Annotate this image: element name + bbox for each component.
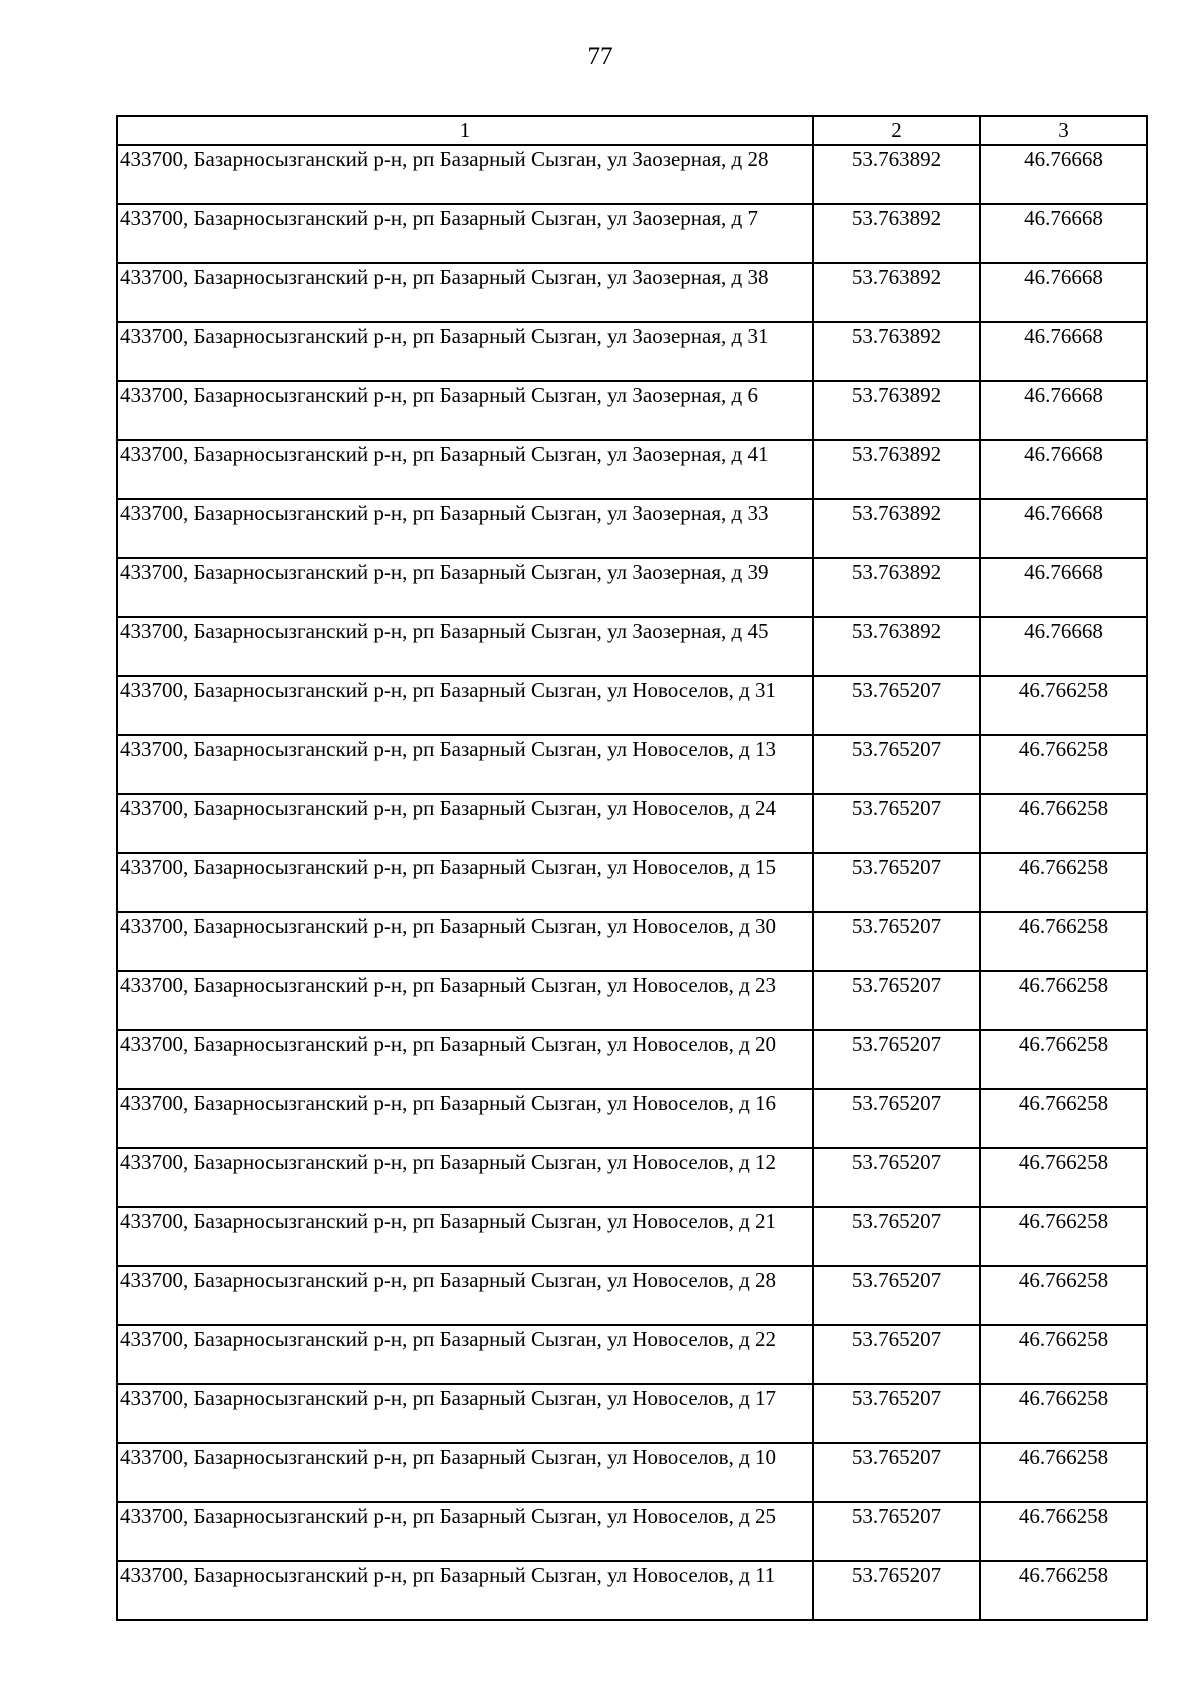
address-cell: 433700, Базарносызганский р-н, рп Базарный Сызган, ул Заозерная, д 6	[117, 381, 813, 440]
address-cell: 433700, Базарносызганский р-н, рп Базарный Сызган, ул Новоселов, д 23	[117, 971, 813, 1030]
latitude-cell: 53.765207	[813, 1443, 980, 1502]
longitude-cell: 46.766258	[980, 971, 1147, 1030]
longitude-cell: 46.766258	[980, 1207, 1147, 1266]
latitude-cell: 53.763892	[813, 440, 980, 499]
table-row	[117, 1561, 1147, 1620]
longitude-cell: 46.766258	[980, 1443, 1147, 1502]
table-row	[117, 204, 1147, 263]
address-cell: 433700, Базарносызганский р-н, рп Базарный Сызган, ул Заозерная, д 31	[117, 322, 813, 381]
longitude-cell: 46.766258	[980, 794, 1147, 853]
latitude-cell: 53.765207	[813, 676, 980, 735]
latitude-cell: 53.765207	[813, 1266, 980, 1325]
table-row	[117, 1443, 1147, 1502]
address-cell: 433700, Базарносызганский р-н, рп Базарный Сызган, ул Новоселов, д 31	[117, 676, 813, 735]
table-row	[117, 853, 1147, 912]
table-row	[117, 1502, 1147, 1561]
latitude-cell: 53.765207	[813, 853, 980, 912]
address-cell: 433700, Базарносызганский р-н, рп Базарный Сызган, ул Новоселов, д 30	[117, 912, 813, 971]
table-row	[117, 263, 1147, 322]
table-row	[117, 1030, 1147, 1089]
latitude-cell: 53.765207	[813, 1148, 980, 1207]
latitude-cell: 53.765207	[813, 1207, 980, 1266]
longitude-cell: 46.76668	[980, 204, 1147, 263]
column-header-longitude: 3	[980, 116, 1147, 145]
longitude-cell: 46.766258	[980, 1148, 1147, 1207]
address-cell: 433700, Базарносызганский р-н, рп Базарный Сызган, ул Заозерная, д 45	[117, 617, 813, 676]
address-cell: 433700, Базарносызганский р-н, рп Базарный Сызган, ул Заозерная, д 28	[117, 145, 813, 204]
latitude-cell: 53.765207	[813, 1384, 980, 1443]
address-cell: 433700, Базарносызганский р-н, рп Базарный Сызган, ул Новоселов, д 22	[117, 1325, 813, 1384]
latitude-cell: 53.765207	[813, 912, 980, 971]
latitude-cell: 53.763892	[813, 558, 980, 617]
longitude-cell: 46.766258	[980, 676, 1147, 735]
table-row	[117, 1325, 1147, 1384]
address-cell: 433700, Базарносызганский р-н, рп Базарный Сызган, ул Заозерная, д 7	[117, 204, 813, 263]
table-row	[117, 676, 1147, 735]
table-row	[117, 912, 1147, 971]
table-row	[117, 322, 1147, 381]
table-row	[117, 558, 1147, 617]
latitude-cell: 53.765207	[813, 971, 980, 1030]
address-cell: 433700, Базарносызганский р-н, рп Базарный Сызган, ул Новоселов, д 10	[117, 1443, 813, 1502]
address-cell: 433700, Базарносызганский р-н, рп Базарный Сызган, ул Новоселов, д 24	[117, 794, 813, 853]
address-cell: 433700, Базарносызганский р-н, рп Базарный Сызган, ул Новоселов, д 21	[117, 1207, 813, 1266]
table-row	[117, 971, 1147, 1030]
longitude-cell: 46.766258	[980, 735, 1147, 794]
address-cell: 433700, Базарносызганский р-н, рп Базарный Сызган, ул Новоселов, д 28	[117, 1266, 813, 1325]
latitude-cell: 53.765207	[813, 1561, 980, 1620]
address-cell: 433700, Базарносызганский р-н, рп Базарный Сызган, ул Новоселов, д 17	[117, 1384, 813, 1443]
table-row	[117, 499, 1147, 558]
longitude-cell: 46.76668	[980, 617, 1147, 676]
address-cell: 433700, Базарносызганский р-н, рп Базарный Сызган, ул Новоселов, д 25	[117, 1502, 813, 1561]
address-cell: 433700, Базарносызганский р-н, рп Базарный Сызган, ул Новоселов, д 16	[117, 1089, 813, 1148]
latitude-cell: 53.763892	[813, 499, 980, 558]
longitude-cell: 46.766258	[980, 1266, 1147, 1325]
table-row	[117, 1266, 1147, 1325]
table-row	[117, 617, 1147, 676]
longitude-cell: 46.766258	[980, 912, 1147, 971]
latitude-cell: 53.765207	[813, 794, 980, 853]
longitude-cell: 46.76668	[980, 322, 1147, 381]
address-coordinates-table	[116, 115, 1148, 1621]
table-row	[117, 735, 1147, 794]
latitude-cell: 53.763892	[813, 263, 980, 322]
table-row	[117, 794, 1147, 853]
table-header-row	[117, 116, 1147, 145]
page-number: 77	[587, 43, 613, 70]
address-cell: 433700, Базарносызганский р-н, рп Базарный Сызган, ул Заозерная, д 38	[117, 263, 813, 322]
longitude-cell: 46.76668	[980, 499, 1147, 558]
longitude-cell: 46.766258	[980, 1089, 1147, 1148]
column-header-address: 1	[117, 116, 813, 145]
address-cell: 433700, Базарносызганский р-н, рп Базарный Сызган, ул Новоселов, д 11	[117, 1561, 813, 1620]
address-cell: 433700, Базарносызганский р-н, рп Базарный Сызган, ул Новоселов, д 20	[117, 1030, 813, 1089]
latitude-cell: 53.765207	[813, 1502, 980, 1561]
table-row	[117, 1207, 1147, 1266]
longitude-cell: 46.766258	[980, 853, 1147, 912]
longitude-cell: 46.766258	[980, 1384, 1147, 1443]
longitude-cell: 46.766258	[980, 1502, 1147, 1561]
address-cell: 433700, Базарносызганский р-н, рп Базарный Сызган, ул Заозерная, д 39	[117, 558, 813, 617]
latitude-cell: 53.765207	[813, 735, 980, 794]
latitude-cell: 53.763892	[813, 381, 980, 440]
latitude-cell: 53.763892	[813, 322, 980, 381]
table-row	[117, 1089, 1147, 1148]
table-row	[117, 1148, 1147, 1207]
latitude-cell: 53.763892	[813, 145, 980, 204]
longitude-cell: 46.76668	[980, 263, 1147, 322]
table-row	[117, 440, 1147, 499]
address-cell: 433700, Базарносызганский р-н, рп Базарный Сызган, ул Новоселов, д 12	[117, 1148, 813, 1207]
latitude-cell: 53.763892	[813, 204, 980, 263]
table-row	[117, 1384, 1147, 1443]
table-body	[117, 145, 1147, 1620]
address-cell: 433700, Базарносызганский р-н, рп Базарный Сызган, ул Заозерная, д 33	[117, 499, 813, 558]
longitude-cell: 46.766258	[980, 1561, 1147, 1620]
longitude-cell: 46.76668	[980, 558, 1147, 617]
table-row	[117, 381, 1147, 440]
latitude-cell: 53.765207	[813, 1089, 980, 1148]
latitude-cell: 53.763892	[813, 617, 980, 676]
table-row	[117, 145, 1147, 204]
address-cell: 433700, Базарносызганский р-н, рп Базарный Сызган, ул Новоселов, д 13	[117, 735, 813, 794]
longitude-cell: 46.76668	[980, 381, 1147, 440]
column-header-latitude: 2	[813, 116, 980, 145]
latitude-cell: 53.765207	[813, 1325, 980, 1384]
longitude-cell: 46.766258	[980, 1030, 1147, 1089]
longitude-cell: 46.76668	[980, 440, 1147, 499]
latitude-cell: 53.765207	[813, 1030, 980, 1089]
longitude-cell: 46.766258	[980, 1325, 1147, 1384]
address-cell: 433700, Базарносызганский р-н, рп Базарный Сызган, ул Заозерная, д 41	[117, 440, 813, 499]
address-cell: 433700, Базарносызганский р-н, рп Базарный Сызган, ул Новоселов, д 15	[117, 853, 813, 912]
longitude-cell: 46.76668	[980, 145, 1147, 204]
